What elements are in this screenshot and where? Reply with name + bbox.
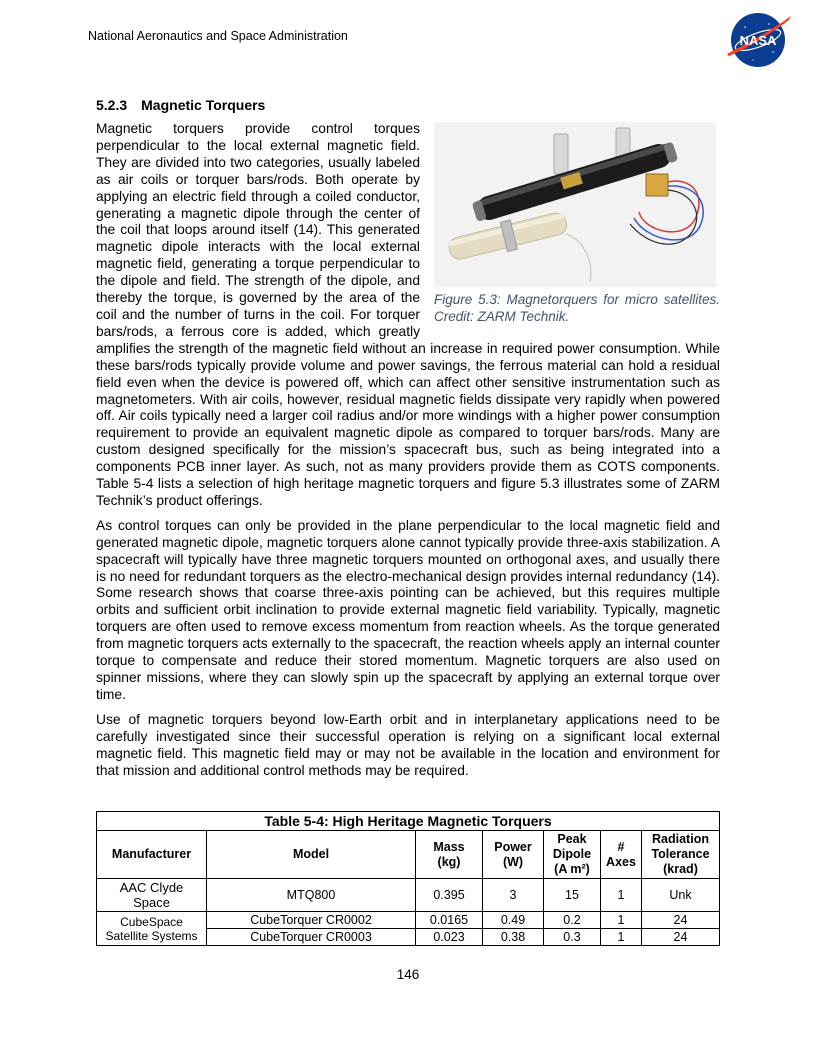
- table-5-4: [96, 811, 720, 946]
- cell-manufacturer: CubeSpace Satellite Systems: [97, 912, 207, 946]
- nasa-logo-icon: [723, 10, 793, 70]
- header-manufacturer: Manufacturer: [97, 831, 207, 879]
- cell-power: 0.38: [483, 929, 544, 946]
- section-number: 5.2.3: [96, 97, 128, 113]
- magnetic-torquers-table: [96, 811, 720, 946]
- section-heading: [96, 97, 265, 113]
- body-text: [96, 121, 720, 787]
- header-power: Power (W): [483, 831, 544, 879]
- paragraph-2: As control torques can only be provided in the plane perpendicular to the local magnetic field and generated magnetic dipole, magnetic torquers alone cannot typically provide three-axis stabilization. A spacecraft will typically have three magnetic torquers mounted on orthogonal axes, and usually there is no need for redundant torquers as the electro-mechanical design provides internal redundancy (14). Some research shows that coarse three-axis pointing can be achieved, but this requires multiple orbits and sufficient orbit inclination to provide external magnetic field variability. Typically, magnetic torquers are often used to remove excess momentum from reaction wheels. As the torque generated from magnetic torquers acts externally to the spacecraft, the reaction wheels apply an internal counter torque to compensate and reduce their stored momentum. Magnetic torquers are also used on spinner missions, where they can slowly spin up the spacecraft by applying an external torque over time.: [96, 517, 720, 702]
- header-radiation: Radiation Tolerance (krad): [642, 831, 720, 879]
- section-title: Magnetic Torquers: [141, 97, 266, 113]
- cell-mass: 0.0165: [416, 912, 483, 929]
- magnetorquer-photo: [434, 122, 716, 287]
- cell-axes: 1: [601, 879, 642, 912]
- cell-axes: 1: [601, 912, 642, 929]
- cell-model: CubeTorquer CR0002: [207, 912, 416, 929]
- table-header-row: [97, 831, 720, 879]
- cell-axes: 1: [601, 929, 642, 946]
- cell-manufacturer: AAC Clyde Space: [97, 879, 207, 912]
- cell-dipole: 0.3: [544, 929, 601, 946]
- header-mass: Mass (kg): [416, 831, 483, 879]
- cell-mass: 0.395: [416, 879, 483, 912]
- cell-radiation: Unk: [642, 879, 720, 912]
- table-row: [97, 879, 720, 912]
- cell-dipole: 15: [544, 879, 601, 912]
- header-organization: National Aeronautics and Space Administration: [88, 29, 348, 43]
- cell-model: MTQ800: [207, 879, 416, 912]
- table-row: [97, 912, 720, 929]
- figure-caption: Figure 5.3: Magnetorquers for micro satellites. Credit: ZARM Technik.: [434, 292, 720, 324]
- figure-5-3: [434, 122, 720, 325]
- header-axes: # Axes: [601, 831, 642, 879]
- cell-model: CubeTorquer CR0003: [207, 929, 416, 946]
- cell-power: 3: [483, 879, 544, 912]
- cell-radiation: 24: [642, 912, 720, 929]
- cell-power: 0.49: [483, 912, 544, 929]
- cell-mass: 0.023: [416, 929, 483, 946]
- header-peak-dipole: Peak Dipole (A m²): [544, 831, 601, 879]
- page-number: 146: [396, 967, 420, 982]
- paragraph-3: Use of magnetic torquers beyond low-Earth orbit and in interplanetary applications need to be carefully investigated since their successful operation is relying on a significant local external magnetic field. This magnetic field may or may not be available in the location and environment for that mission and additional control methods may be required.: [96, 711, 720, 778]
- nasa-logo-text: NASA: [739, 33, 777, 48]
- header-model: Model: [207, 831, 416, 879]
- table-title: Table 5-4: High Heritage Magnetic Torquers: [97, 812, 720, 831]
- cell-radiation: 24: [642, 929, 720, 946]
- paragraph-1: Magnetic torquers provide control torques perpendicular to the local external magnetic field. They are divided into two categories, usually labeled as air coils or torquer bars/rods. Both operate by applying an electric field through a coiled conductor, generating a magnetic dipole through the center of the coil that loops around itself (14). This generated magnetic dipole interacts with the local external magnetic field, generating a torque perpendicular to the dipole and field. The strength of the dipole, and thereby the torque, is governed by the area of the coil and the number of turns in the coil. For torquer bars/rods, a ferrous core is added, which greatly amplifies the strength of the magnetic field without an increase in required power consumption. While these bars/rods typically provide volume and power savings, the ferrous material can hold a residual field even when the device is powered off, which can affect other sensitive instrumentation such as magnetometers. With air coils, however, residual magnetic fields dissipate very rapidly when powered off. Air coils typically need a larger coil radius and/or more windings with a higher power consumption requirement to provide an equivalent magnetic dipole as compared to torquer bars/rods. Many are custom designed specifically for the mission’s spacecraft bus, such as being integrated into a components PCB inner layer. As such, not as many providers provide them as COTS components. Table 5-4 lists a selection of high heritage magnetic torquers and figure 5.3 illustrates some of ZARM Technik’s product offerings.: [96, 121, 720, 508]
- cell-dipole: 0.2: [544, 912, 601, 929]
